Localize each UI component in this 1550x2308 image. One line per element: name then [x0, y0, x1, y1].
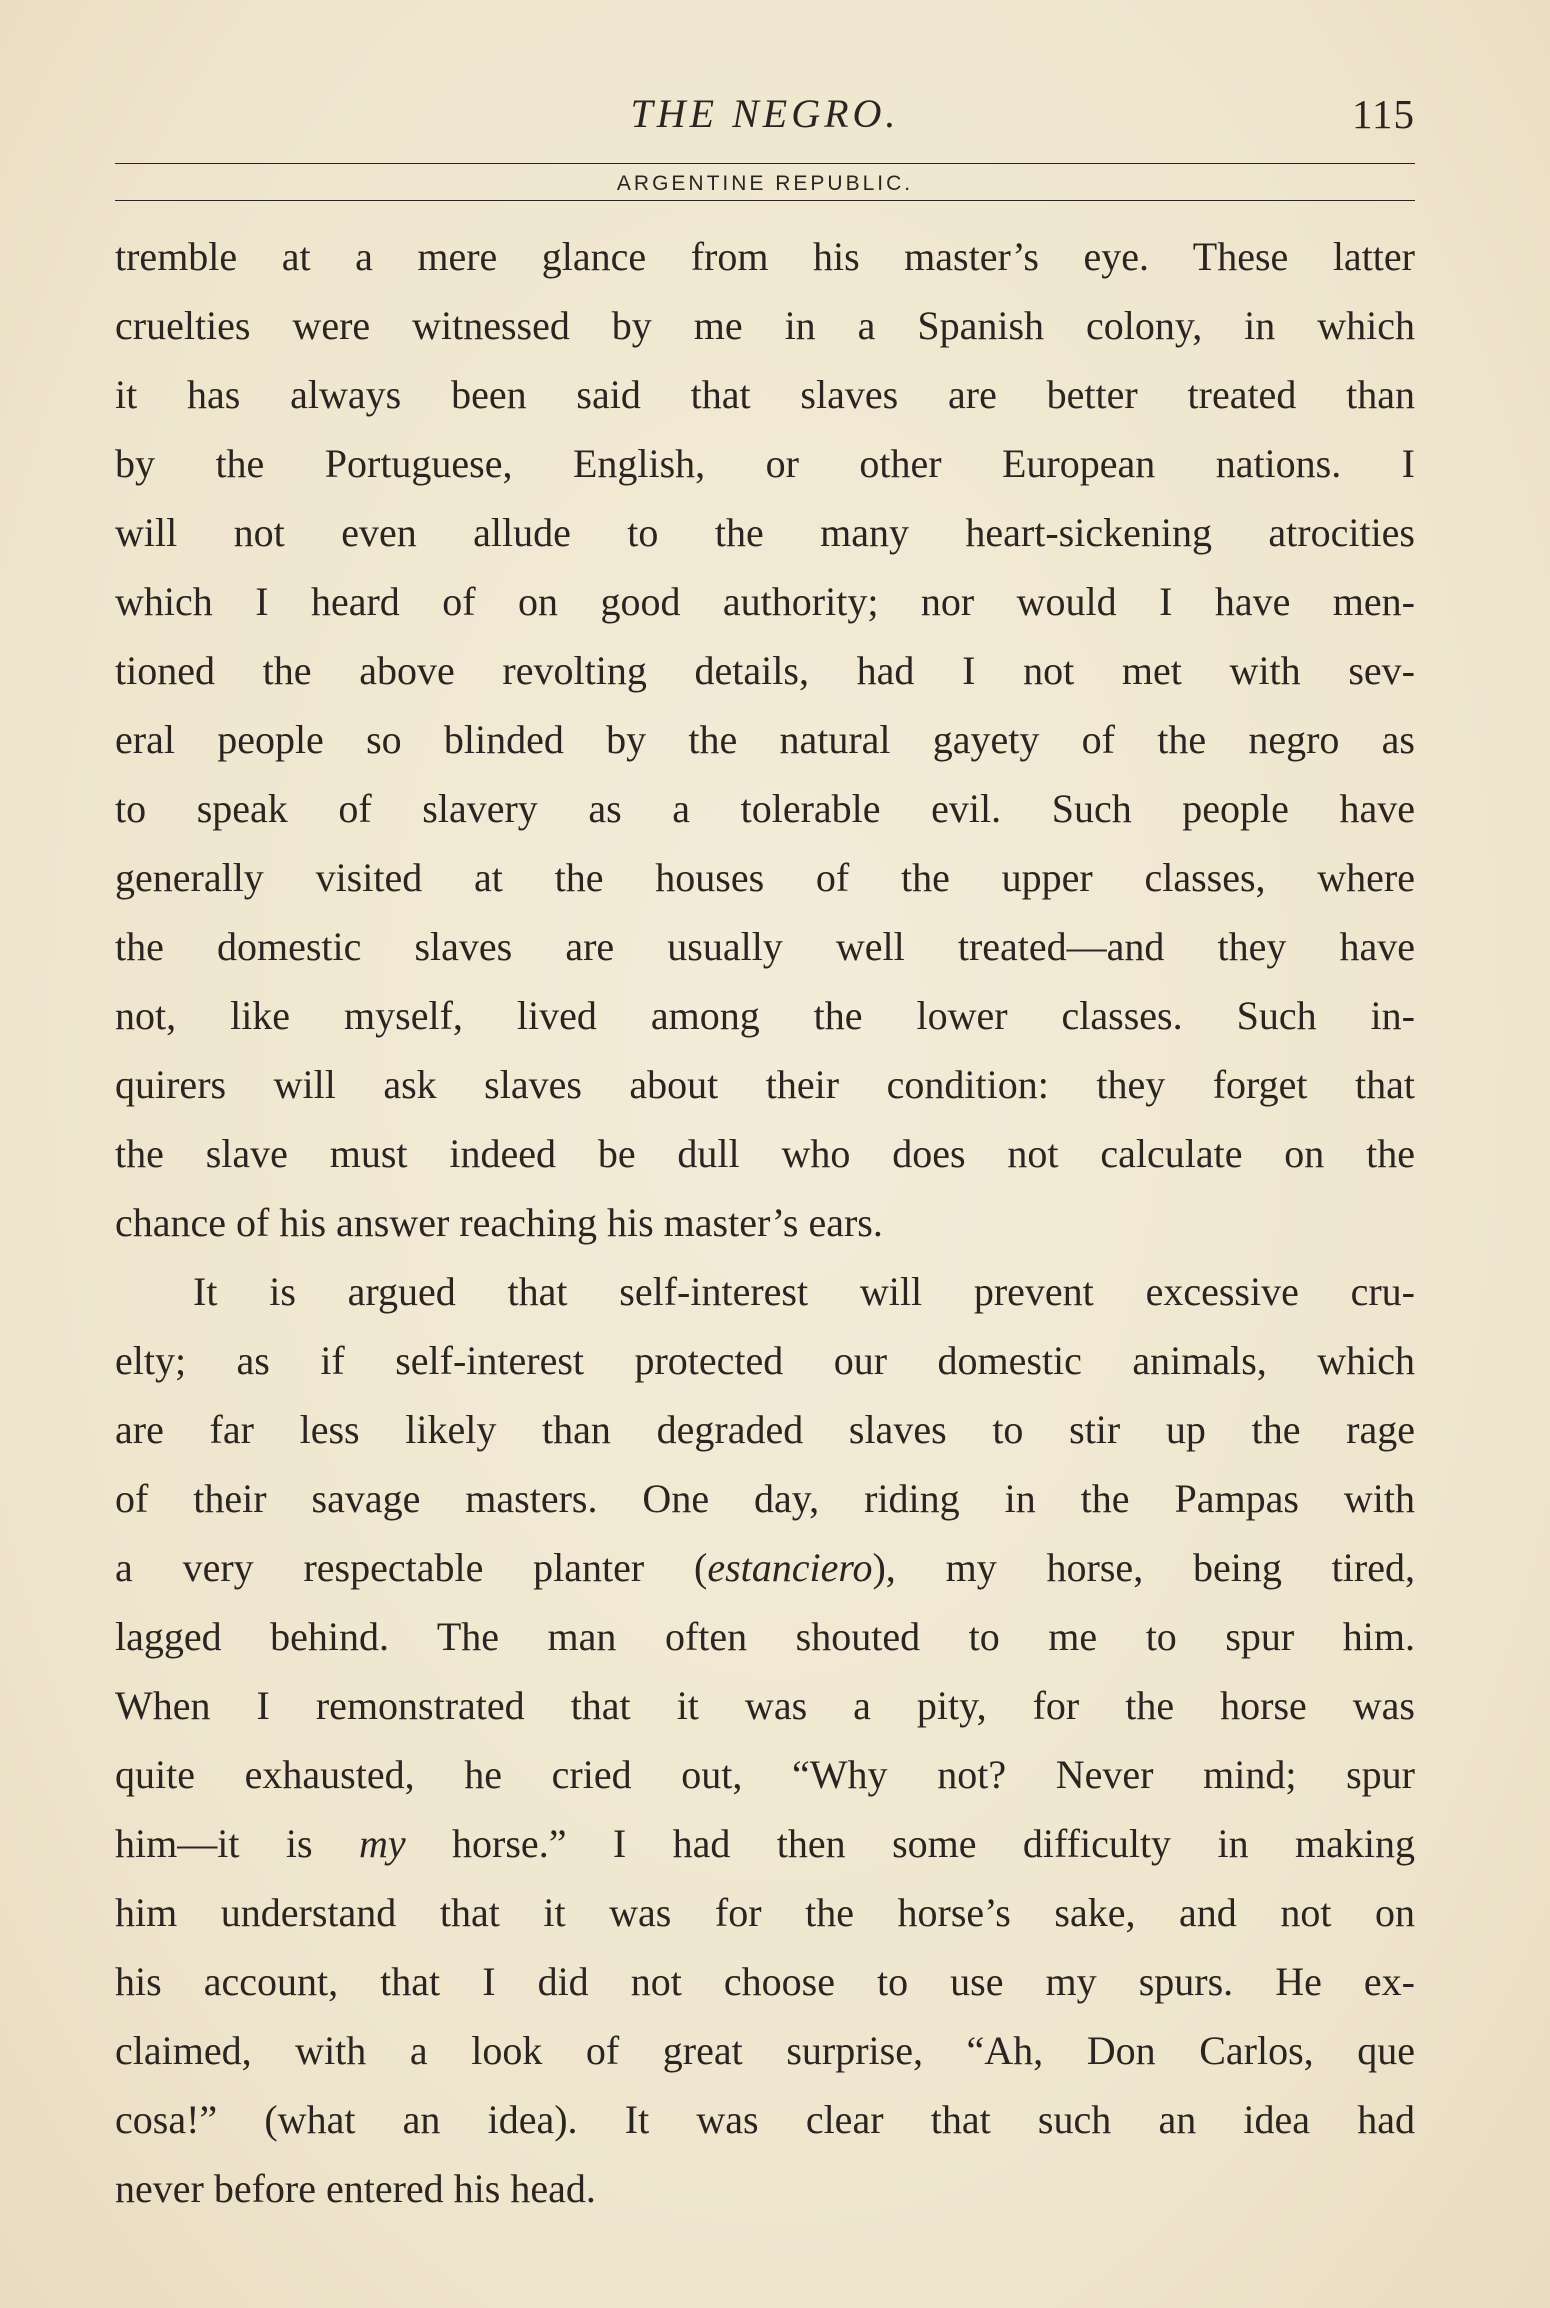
running-head — [115, 84, 1415, 144]
text-line: to speak of slavery as a tolerable evil. Such people have — [115, 786, 1415, 831]
running-title: THE NEGRO. — [630, 91, 900, 136]
text-line-paragraph-end: never before entered his head. — [115, 2166, 596, 2211]
header-rule-bottom — [115, 200, 1415, 201]
text-line — [115, 1809, 1415, 1878]
text-line: it has always been said that slaves are better treated than — [115, 372, 1415, 417]
text-line: by the Portuguese, English, or other European nations. I — [115, 441, 1415, 486]
text-line: of their savage masters. One day, riding in the Pampas with — [115, 1476, 1415, 1521]
text-line: will not even allude to the many heart-sickening atrocities — [115, 510, 1415, 555]
page-number: 115 — [1352, 91, 1415, 137]
text-line: which I heard of on good authority; nor would I have men- — [115, 579, 1415, 624]
italic-word: estanciero — [707, 1545, 873, 1590]
text-line — [115, 1533, 1415, 1602]
text-line: him understand that it was for the horse’s sake, and not on — [115, 1890, 1415, 1935]
text-line: tioned the above revolting details, had I not met with sev- — [115, 648, 1415, 693]
section-subheading: ARGENTINE REPUBLIC. — [616, 172, 914, 195]
text-line: tremble at a mere glance from his master’s eye. These latter — [115, 234, 1415, 279]
text-line: his account, that I did not choose to use my spurs. He ex- — [115, 1959, 1415, 2004]
text-line: eral people so blinded by the natural gayety of the negro as — [115, 717, 1415, 762]
text-line: cosa!” (what an idea). It was clear that such an idea had — [115, 2097, 1415, 2142]
text-run: him—it is — [115, 1821, 359, 1866]
text-line: lagged behind. The man often shouted to me to spur him. — [115, 1614, 1415, 1659]
text-line: the slave must indeed be dull who does not calculate on the — [115, 1131, 1415, 1176]
text-run: a very respectable planter ( — [115, 1545, 708, 1590]
text-line: cruelties were witnessed by me in a Spanish colony, in which — [115, 303, 1415, 348]
text-line: claimed, with a look of great surprise, “Ah, Don Carlos, que — [115, 2028, 1415, 2073]
text-line: are far less likely than degraded slaves to stir up the rage — [115, 1407, 1415, 1452]
text-line-paragraph-end: chance of his answer reaching his master’s ears. — [115, 1200, 883, 1245]
text-run: horse.” I had then some difficulty in making — [405, 1821, 1415, 1866]
header-rule-top — [115, 163, 1415, 164]
text-line-paragraph-start: It is argued that self-interest will prevent excessive cru- — [193, 1269, 1415, 1314]
text-line: not, like myself, lived among the lower classes. Such in- — [115, 993, 1415, 1038]
text-run: ), my horse, being tired, — [872, 1545, 1415, 1590]
text-line: quirers will ask slaves about their condition: they forget that — [115, 1062, 1415, 1107]
text-line: elty; as if self-interest protected our domestic animals, which — [115, 1338, 1415, 1383]
text-line: the domestic slaves are usually well treated—and they have — [115, 924, 1415, 969]
italic-word: my — [358, 1821, 406, 1866]
text-line: quite exhausted, he cried out, “Why not? Never mind; spur — [115, 1752, 1415, 1797]
text-line: generally visited at the houses of the upper classes, where — [115, 855, 1415, 900]
body-text — [115, 222, 1415, 2223]
text-line: When I remonstrated that it was a pity, for the horse was — [115, 1683, 1415, 1728]
